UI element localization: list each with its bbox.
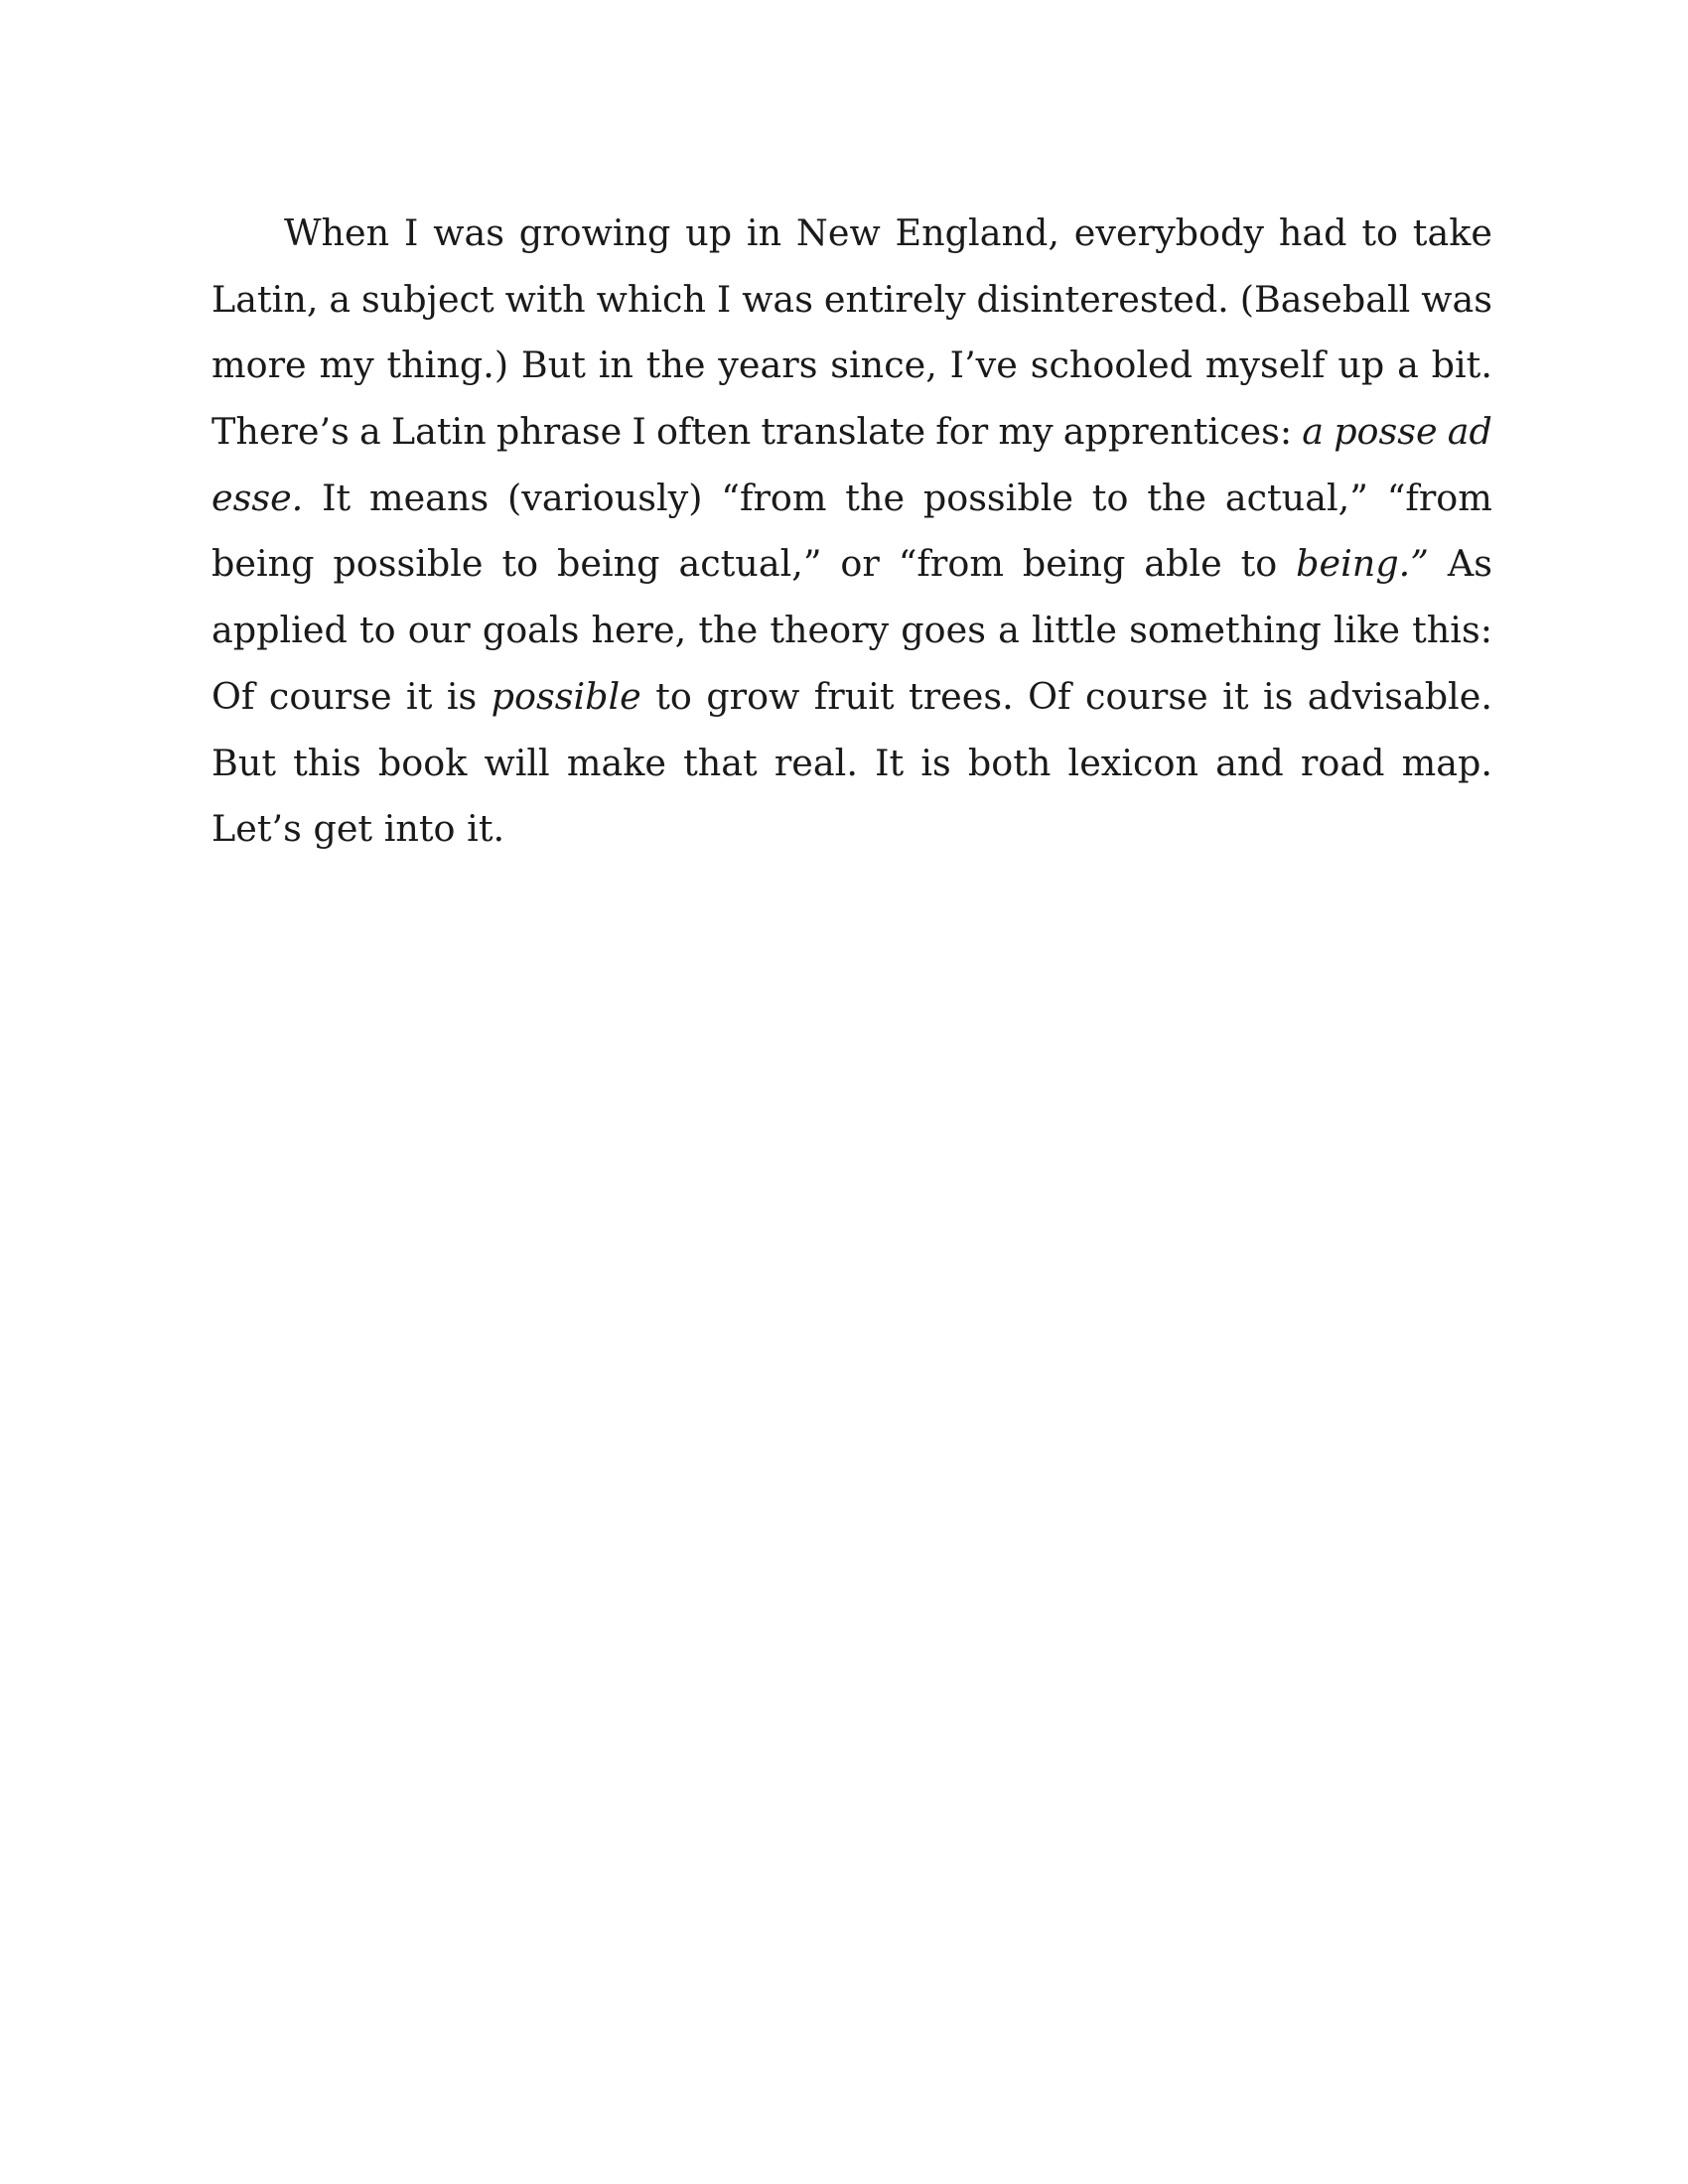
word: being <box>557 542 660 586</box>
word: my <box>998 410 1054 454</box>
word: was <box>433 211 504 254</box>
word: up <box>685 211 733 254</box>
word: map. <box>1401 741 1492 784</box>
word: it <box>406 674 433 718</box>
word: possible <box>922 476 1073 519</box>
word: little <box>1032 609 1117 652</box>
word: more <box>211 343 307 387</box>
word: bit. <box>1431 343 1492 387</box>
latin-phrase-word: ad <box>1447 410 1492 454</box>
word: advisable. <box>1307 674 1492 718</box>
word: or <box>840 542 880 586</box>
text-line <box>211 201 1492 267</box>
latin-phrase-word: posse <box>1334 410 1438 454</box>
body-paragraph <box>211 201 1492 863</box>
word: and <box>1215 741 1284 784</box>
word: often <box>655 410 752 454</box>
word: phrase <box>495 410 623 454</box>
word: I <box>632 410 646 454</box>
word: Of <box>1028 674 1071 718</box>
word: (Baseball <box>1239 277 1411 321</box>
word: will <box>484 741 550 784</box>
word: New <box>795 211 881 254</box>
word: fruit <box>813 674 895 718</box>
word: road <box>1300 741 1385 784</box>
word: to <box>501 542 539 586</box>
word: “from <box>898 542 1004 586</box>
word: Let’s <box>211 807 302 851</box>
word: to <box>358 609 396 652</box>
word: I <box>716 277 732 321</box>
word: the <box>698 609 759 652</box>
text-line <box>211 664 1492 731</box>
word: the <box>1147 476 1207 519</box>
word: in <box>598 343 633 387</box>
word: both <box>967 741 1052 784</box>
word: entirely <box>823 277 966 321</box>
word: it. <box>467 807 505 851</box>
word: my <box>319 343 374 387</box>
word: is <box>1262 674 1294 718</box>
word: is <box>446 674 478 718</box>
word: Of <box>211 674 255 718</box>
word: our <box>407 609 471 652</box>
word: get <box>313 807 373 851</box>
text-line <box>211 531 1492 598</box>
word: apprentices: <box>1062 410 1293 454</box>
word: trees. <box>909 674 1014 718</box>
word: As <box>1447 542 1492 586</box>
emphasized-word: being.” <box>1296 542 1429 586</box>
word: being <box>211 542 315 586</box>
word: disinterested. <box>976 277 1229 321</box>
word: was <box>742 277 813 321</box>
word: Latin <box>390 410 487 454</box>
word: When <box>284 211 390 254</box>
word: There’s <box>211 410 350 454</box>
word: course <box>1085 674 1208 718</box>
word: was <box>1421 277 1492 321</box>
word: It <box>322 476 352 519</box>
word: actual,” <box>1224 476 1368 519</box>
text-line <box>211 731 1492 797</box>
word: a <box>358 410 381 454</box>
word: goals <box>482 609 580 652</box>
word: being <box>1022 542 1126 586</box>
word: years <box>718 343 818 387</box>
word: I <box>403 211 419 254</box>
word: it <box>1222 674 1249 718</box>
word: Latin, <box>211 277 319 321</box>
text-line <box>211 267 1492 334</box>
word: goes <box>901 609 986 652</box>
word: a <box>998 609 1020 652</box>
word: something <box>1129 609 1322 652</box>
word: a <box>329 277 352 321</box>
word: which <box>596 277 706 321</box>
word: “from <box>1386 476 1492 519</box>
word: It <box>875 741 905 784</box>
text-line <box>211 333 1492 399</box>
word: possible <box>333 542 484 586</box>
word: subject <box>361 277 494 321</box>
word: in <box>746 211 782 254</box>
word: schooled <box>1030 343 1193 387</box>
word: for <box>935 410 989 454</box>
word: to <box>655 674 692 718</box>
word: book <box>377 741 468 784</box>
word: here, <box>591 609 687 652</box>
word: I’ve <box>949 343 1018 387</box>
word: everybody <box>1073 211 1265 254</box>
word: like <box>1333 609 1400 652</box>
latin-phrase-word: esse. <box>211 476 304 519</box>
word: to <box>1240 542 1278 586</box>
word: take <box>1412 211 1492 254</box>
word: theory <box>770 609 890 652</box>
word: “from <box>721 476 827 519</box>
word: to <box>1361 211 1398 254</box>
word: course <box>268 674 392 718</box>
word: applied <box>211 609 348 652</box>
word: up <box>1337 343 1385 387</box>
word: that <box>683 741 758 784</box>
word: (variously) <box>506 476 703 519</box>
word: growing <box>518 211 671 254</box>
word: is <box>920 741 951 784</box>
word: grow <box>706 674 800 718</box>
word: into <box>383 807 456 851</box>
word: But <box>211 741 276 784</box>
word: this <box>293 741 361 784</box>
word: the <box>845 476 906 519</box>
word: But <box>520 343 586 387</box>
word: this: <box>1412 609 1492 652</box>
word: with <box>504 277 586 321</box>
emphasized-word: possible <box>491 674 641 718</box>
word: had <box>1278 211 1347 254</box>
word: means <box>368 476 490 519</box>
word: to <box>1091 476 1129 519</box>
text-line <box>211 466 1492 532</box>
word: able <box>1144 542 1222 586</box>
text-line <box>211 399 1492 466</box>
word: lexicon <box>1067 741 1198 784</box>
word: the <box>645 343 706 387</box>
text-line-last <box>211 796 1492 863</box>
word: thing.) <box>386 343 509 387</box>
word: real. <box>774 741 858 784</box>
text-line <box>211 598 1492 664</box>
latin-phrase-word: a <box>1302 410 1325 454</box>
word: actual,” <box>678 542 822 586</box>
word: a <box>1397 343 1419 387</box>
word: myself <box>1204 343 1326 387</box>
word: make <box>566 741 666 784</box>
word: translate <box>761 410 926 454</box>
word: since, <box>830 343 937 387</box>
word: England, <box>895 211 1059 254</box>
